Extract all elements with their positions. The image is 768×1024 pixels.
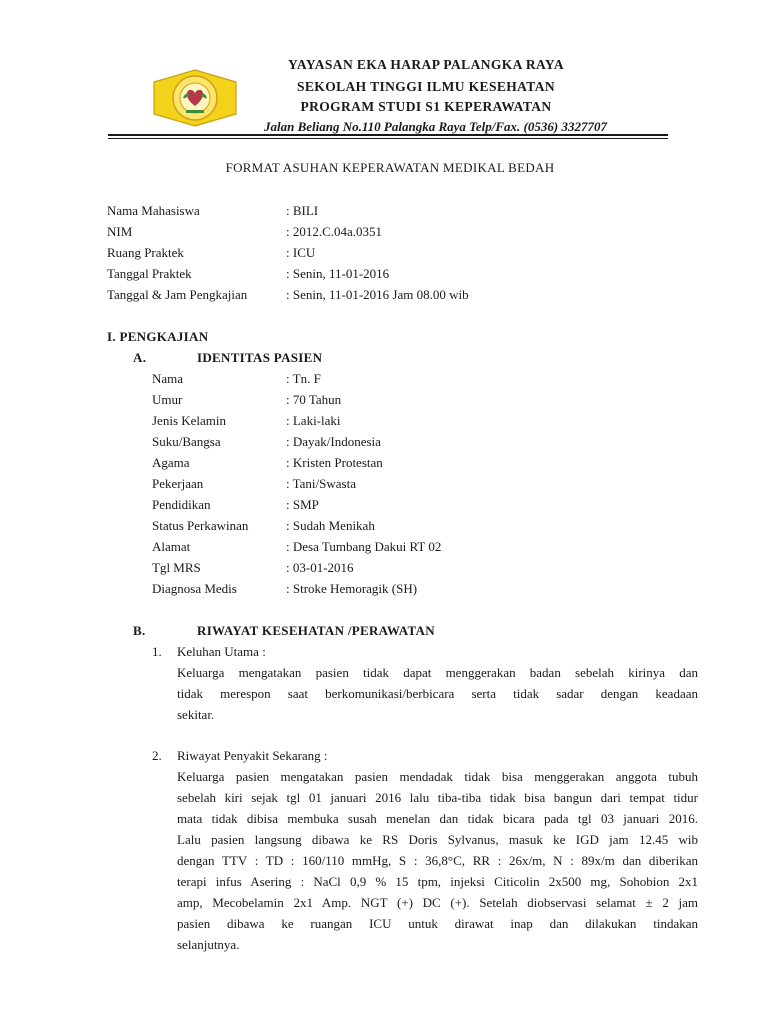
paragraph-line: sekitar. [177,707,215,722]
field-value: : Desa Tumbang Dakui RT 02 [286,539,442,554]
field-value: : Laki-laki [286,413,341,428]
field-value: : Senin, 11-01-2016 [286,266,390,281]
field-label: Ruang Praktek [107,245,184,260]
field-value: : SMP [286,497,319,512]
field-value: : Stroke Hemoragik (SH) [286,581,418,596]
subsection-title-riwayat: RIWAYAT KESEHATAN /PERAWATAN [197,623,435,638]
letterhead-foundation: YAYASAN EKA HARAP PALANGKA RAYA [288,57,564,72]
institution-logo [150,68,240,128]
field-label: Agama [152,455,190,470]
paragraph-riwayat-sekarang [177,766,698,955]
field-label: Tanggal & Jam Pengkajian [107,287,248,302]
paragraph-keluhan-utama [177,662,698,725]
field-label: Jenis Kelamin [152,413,227,428]
field-label: Nama Mahasiswa [107,203,200,218]
paragraph-line: Keluarga mengatakan pasien tidak dapat menggerakan badan sebelah kirinya dan [177,665,698,680]
field-label: NIM [107,224,133,239]
field-value: : 03-01-2016 [286,560,354,575]
field-value: : 2012.C.04a.0351 [286,224,383,239]
paragraph-line: amp, Mecobelamin 2x1 Amp. NGT (+) DC (+). Setelah diobservasi selamat ± 2 jam [177,895,698,910]
field-value: : Dayak/Indonesia [286,434,381,449]
paragraph-line: sebelah kiri sejak tgl 01 januari 2016 lalu tiba-tiba tidak bisa bangun dari tempat tidur [177,790,698,805]
field-value: : Tn. F [286,371,321,386]
field-value: : Tani/Swasta [286,476,356,491]
field-value: : BILI [286,203,319,218]
subsection-letter-b: B. [133,623,146,638]
field-value: : Senin, 11-01-2016 Jam 08.00 wib [286,287,469,302]
subsection-letter-a: A. [133,350,147,365]
paragraph-line: Keluarga pasien mengatakan pasien mendadak tidak bisa menggerakan anggota tubuh [177,769,698,784]
field-value: : Sudah Menikah [286,518,375,533]
field-label: Tanggal Praktek [107,266,192,281]
letterhead-divider [108,134,668,136]
paragraph-line: terapi infus Asering : NaCl 0,9 % 15 tpm, injeksi Citicolin 2x500 mg, Sohobion 2x1 [177,874,698,889]
paragraph-line: mata tidak dibisa membuka susah menelan dan tidak bicara pada tgl 03 januari 2016. [177,811,698,826]
field-label: Umur [152,392,183,407]
document-title: FORMAT ASUHAN KEPERAWATAN MEDIKAL BEDAH [225,160,555,175]
item-number: 2. [152,748,162,763]
field-label: Diagnosa Medis [152,581,237,596]
field-label: Tgl MRS [152,560,201,575]
paragraph-line: tidak merespon saat berkomunikasi/berbicara serta tidak sadar dengan keadaan [177,686,698,701]
subsection-title-identitas: IDENTITAS PASIEN [197,350,323,365]
paragraph-line: selanjutnya. [177,937,240,952]
letterhead-divider-thin [108,138,668,139]
field-value: : ICU [286,245,316,260]
field-value: : Kristen Protestan [286,455,383,470]
letterhead-program: PROGRAM STUDI S1 KEPERAWATAN [300,99,552,114]
field-label: Alamat [152,539,191,554]
paragraph-line: Lalu pasien langsung dibawa ke RS Doris Sylvanus, masuk ke IGD jam 12.45 wib [177,832,698,847]
item-number: 1. [152,644,162,659]
field-label: Pendidikan [152,497,211,512]
field-label: Status Perkawinan [152,518,249,533]
item-title-riwayat-sekarang: Riwayat Penyakit Sekarang : [177,748,328,763]
paragraph-line: dengan TTV : TD : 160/110 mmHg, S : 36,8°C, RR : 26x/m, N : 89x/m dan diberikan [177,853,698,868]
field-label: Nama [152,371,184,386]
section-heading-pengkajian: I. PENGKAJIAN [107,329,209,344]
field-value: : 70 Tahun [286,392,342,407]
letterhead-school: SEKOLAH TINGGI ILMU KESEHATAN [296,79,556,94]
item-title-keluhan-utama: Keluhan Utama : [177,644,266,659]
field-label: Suku/Bangsa [152,434,221,449]
paragraph-line: pasien dibawa ke ruangan ICU untuk dirawat inap dan dilakukan tindakan [177,916,698,931]
field-label: Pekerjaan [152,476,204,491]
letterhead-address: Jalan Beliang No.110 Palangka Raya Telp/Fax. (0536) 3327707 [264,119,607,134]
